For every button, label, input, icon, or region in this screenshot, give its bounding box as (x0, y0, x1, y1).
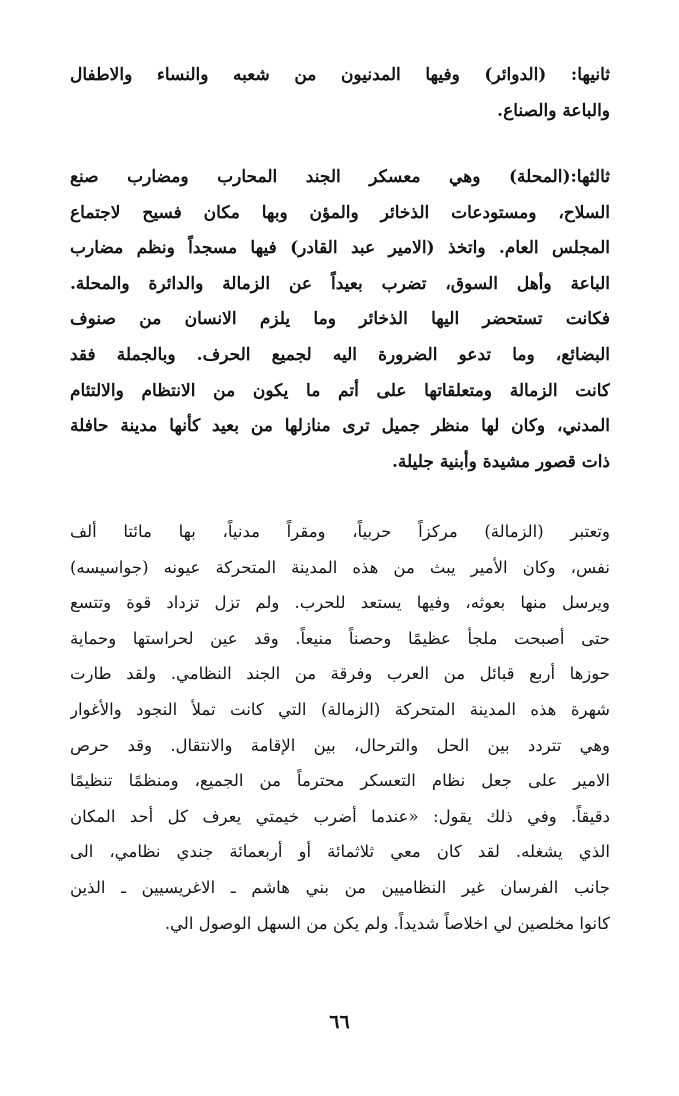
text-line: وتعتبر (الزمالة) مركزاً حربياً، ومقراً مدنياً، بها مائتا ألف (70, 522, 610, 541)
text-line: الذي يشغله. لقد كان معي ثلاثمائة أو أربعمائة جندي نظامي، الى (70, 842, 610, 862)
text-line: المدني، وكان لها منظر جميل ترى منازلها من بعيد كأنها مدينة حافلة (70, 416, 610, 437)
text-line: وهي تتردد بين الحل والترحال، بين الإقامة والانتقال. وقد حرص (70, 735, 610, 755)
text-line: ثانيها: (الدوائر) وفيها المدنيون من شعبه والنساء والاطفال (70, 65, 610, 85)
text-line: جانب الفرسان غير النظاميين من بني هاشم ـ الاغريسيين ـ الذين (70, 877, 610, 897)
text-line: ويرسل منها بعوثه، وفيها يستعد للحرب. ولم تزل تزداد قوة وتتسع (70, 593, 610, 613)
text-line: كانوا مخلصين لي اخلاصاً شديداً. ولم يكن من السهل الوصول الي. (164, 913, 610, 933)
text-line: دقيقاً. وفي ذلك يقول: «عندما أضرب خيمتي يعرف كل أحد المكان (70, 806, 610, 826)
text-line: المجلس العام. واتخذ (الامير عبد القادر) فيها مسجداً ونظم مضارب (70, 238, 610, 259)
text-line: البضائع، وما تدعو الضرورة اليه لجميع الحرف. وبالجملة فقد (70, 344, 610, 365)
paragraph-mahalla (70, 160, 610, 480)
paragraph-dawair (70, 58, 610, 129)
text-line: ذات قصور مشيدة وأبنية جليلة. (391, 451, 610, 472)
text-line: الباعة وأهل السوق، تضرب بعيداً عن الزمالة والدائرة والمحلة. (70, 273, 610, 294)
text-line: حتى أصبحت ملجأ عظيمًا وحصناً منيعاً. وقد عين لحراستها وحماية (70, 628, 610, 648)
text-line: والباعة والصناع. (497, 100, 610, 121)
text-line: فكانت تستحضر اليها الذخائر وما يلزم الانسان من صنوف (70, 309, 610, 330)
paragraph-zamala (70, 514, 610, 941)
text-line: الامير على جعل نظام التعسكر محترماً من الجميع، ومنظمًا تنظيمًا (70, 771, 610, 791)
text-line: كانت الزمالة ومتعلقاتها على أتم ما يكون من الانتظام والالتئام (70, 380, 610, 401)
text-line: شهرة هذه المدينة المتحركة (الزمالة) التي كانت تملأ النجود والأغوار (70, 699, 610, 719)
text-line: نفس، وكان الأمير يبث من هذه المدينة المتحركة عيونه (جواسيسه) (70, 557, 610, 577)
text-line: السلاح، ومستودعات الذخائر والمؤن وبها مكان فسيح لاجتماع (70, 202, 610, 223)
page-number: ٦٦ (329, 1011, 350, 1033)
text-line: حوزها أربع قبائل من العرب وفرقة من الجند النظامي. ولقد طارت (70, 664, 610, 684)
text-line: ثالثها:(المحلة) وهي معسكر الجند المحارب ومضارب صنع (70, 167, 610, 187)
